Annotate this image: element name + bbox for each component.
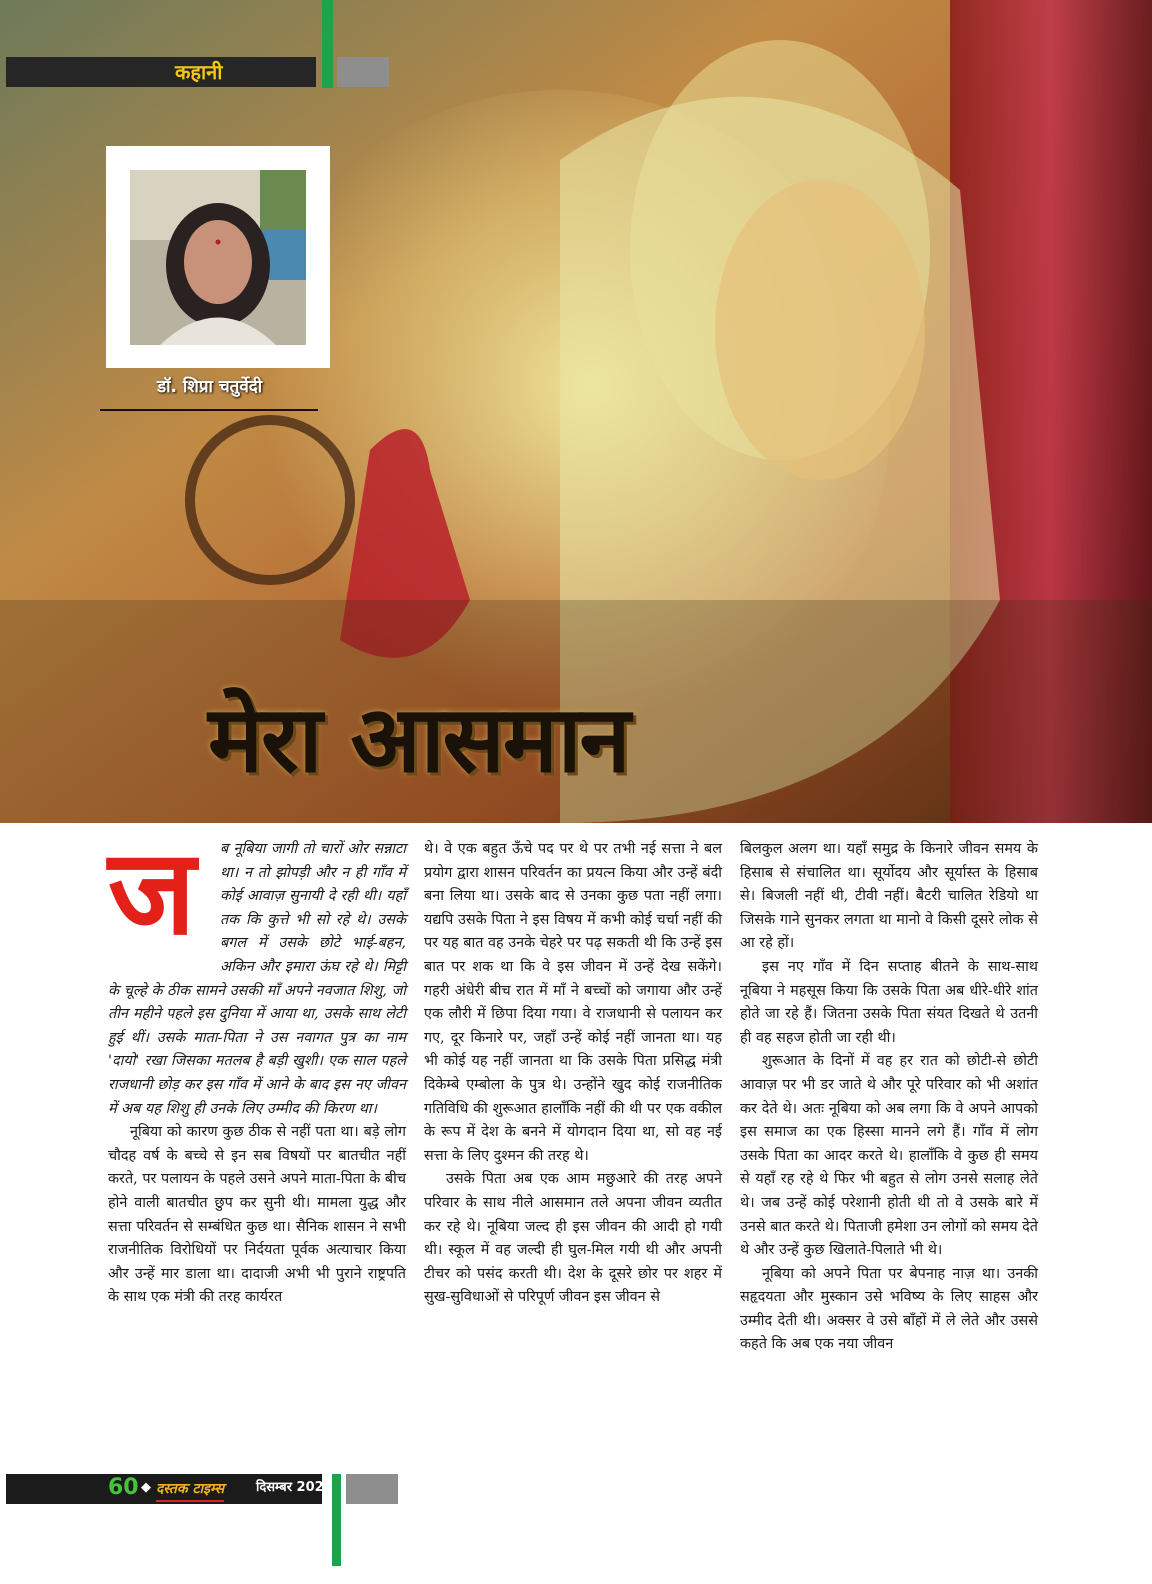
author-portrait-icon: [130, 170, 306, 345]
paragraph: शुरूआत के दिनों में वह हर रात को छोटी-से छोटी आवाज़ पर भी डर जाते थे और पूरे परिवार को भी अशांत कर देते थे। अतः नूबिया को अब लगा कि वे अपने आपको इस समाज का एक हिस्सा मानने लगे हैं। गाँव में लोग उसके पिता का आदर करते थे। हालाँकि वे कुछ ही समय से यहाँ रह रहे थे फिर भी बहुत से लोग उनसे सलाह लेते थे। जब उन्हें कोई परेशानी होती थी तो वे उसके बारे में उनसे बात करते थे। पिताजी हमेशा उन लोगों को समय देते थे और उन्हें कुछ खिलाते-पिलाते भी थे।: [740, 1053, 1038, 1259]
paragraph: उसके पिता अब एक आम मछुआरे की तरह अपने परिवार के साथ नीले आसमान तले अपना जीवन व्यतीत कर रहे थे। नूबिया जल्द ही इस जीवन की आदी हो गयी थी। स्कूल में वह जल्दी ही घुल-मिल गयी थी और अपनी टीचर को पसंद करती थी। देश के दूसरे छोर पर शहर में सुख-सुविधाओं से परिपूर्ण जीवन इस जीवन से: [424, 1171, 722, 1306]
text-column-2: [424, 838, 722, 1310]
issue-date: दिसम्बर 2021: [256, 1480, 333, 1495]
intro-paragraph: ब नूबिया जागी तो चारों ओर सन्नाटा था। न तो झोपड़ी और न ही गाँव में कोई आवाज़ सुनायी दे रही थी। यहाँ तक कि कुत्ते भी सो रहे थे। उसके बगल में उसके छोटे भाई-बहन, अकिन और इमारा ऊंघ रहे थे। मिट्टी के चूल्हे के ठीक सामने उसकी माँ अपने नवजात शिशु, जो तीन महीने पहले इस दुनिया में आया था, उसके साथ लेटी हुई थीं। उसके माता-पिता ने उस नवागत पुत्र का नाम 'दायो' रखा जिसका मतलब है बड़ी खुशी। एक साल पहले राजधानी छोड़ कर इस गाँव में आने के बाद इस नए जीवन में अब यह शिशु ही उनके लिए उम्मीद की किरण था।: [108, 841, 406, 1117]
header-accent-bar: [322, 0, 333, 88]
author-photo: [130, 170, 306, 345]
section-strip: [6, 57, 316, 87]
drop-cap: ज: [108, 823, 196, 961]
paragraph: नूबिया को अपने पिता पर बेपनाह नाज़ था। उनकी सहृदयता और मुस्कान उसे भविष्य के लिए साहस और उम्मीद देती थी। अक्सर वे उसे बाँहों में ले लेते और उससे कहते कि अब एक नया जीवन: [740, 1265, 1038, 1353]
paragraph: नूबिया को कारण कुछ ठीक से नहीं पता था। बड़े लोग चौदह वर्ष के बच्चे से इन सब विषयों पर बातचीत नहीं करते, पर पलायन के पहले उसने अपने माता-पिता के बीच होने वाली बातचीत छुप कर सुनी थी। मामला युद्ध और सत्ता परिवर्तन से सम्बंधित कुछ था। सैनिक शासन ने सभी राजनीतिक विरोधियों पर निर्दयता पूर्वक अत्याचार किया और उन्हें मार डाला था। दादाजी अभी भी पुराने राष्ट्रपति के साथ एक मंत्री की तरह कार्यरत: [108, 1124, 406, 1306]
author-photo-frame: [106, 146, 330, 368]
paragraph: बिलकुल अलग था। यहाँ समुद्र के किनारे जीवन समय के हिसाब से संचालित था। सूर्योदय और सूर्यास्त के हिसाब से। बिजली नहीं थी, टीवी नहीं। बैटरी चालित रेडियो था जिसके गाने सुनकर लगता था मानो वे किसी दूसरे लोक से आ रहे हों।: [740, 841, 1038, 952]
text-column-3: [740, 838, 1038, 1357]
paragraph: इस नए गाँव में दिन सप्ताह बीतने के साथ-साथ नूबिया ने महसूस किया कि उसके पिता अब धीरे-धीरे शांत होते जा रहे हैं। जितना उसके पिता संयत दिखते थे उतनी ही वह सहज होती जा रही थी।: [740, 958, 1038, 1046]
section-label: कहानी: [175, 60, 223, 84]
footer-accent-bar: [332, 1474, 341, 1566]
magazine-logo: दस्तक टाइम्स: [156, 1478, 224, 1502]
diamond-icon: ◆: [141, 1480, 151, 1495]
author-name: डॉ. शिप्रा चतुर्वेदी: [157, 377, 263, 397]
paragraph: थे। वे एक बहुत ऊँचे पद पर थे पर तभी नई सत्ता ने बल प्रयोग द्वारा शासन परिवर्तन का प्रयत्न किया और उन्हें बंदी बना लिया था। उसके बाद से उनका कुछ पता नहीं लगा। यद्यपि उसके पिता ने इस विषय में कभी कोई चर्चा नहीं की पर यह बात वह उनके चेहरे पर पढ़ सकती थी कि उन्हें इस बात पर शक था कि वे इस जीवन में उन्हें देख सकेंगे। गहरी अंधेरी बीच रात में माँ ने बच्चों को जगाया और उन्हें एक लौरी में छिपा दिया गया। वे राजधानी से पलायन कर गए, दूर किनारे पर, जहाँ उन्हें कोई नहीं जानता था। यह भी कोई यह नहीं जानता था कि उसके पिता प्रसिद्ध मंत्री दिकेम्बे एम्बोला के पुत्र थे। उन्होंने खुद कोई राजनीतिक गतिविधि की शुरूआत हालाँकि नहीं की थी पर एक वकील के रूप में देश के बनने में योगदान दिया था, सो वह नई सत्ता के लिए दुश्मन की तरह थे।: [424, 841, 722, 1164]
header-grey-block: [337, 57, 389, 87]
footer-grey-block: [346, 1474, 398, 1504]
page-number: 60: [108, 1475, 139, 1500]
author-underline: [100, 409, 318, 411]
text-column-1: [108, 823, 406, 1310]
story-title: मेरा आसमान: [208, 686, 629, 793]
